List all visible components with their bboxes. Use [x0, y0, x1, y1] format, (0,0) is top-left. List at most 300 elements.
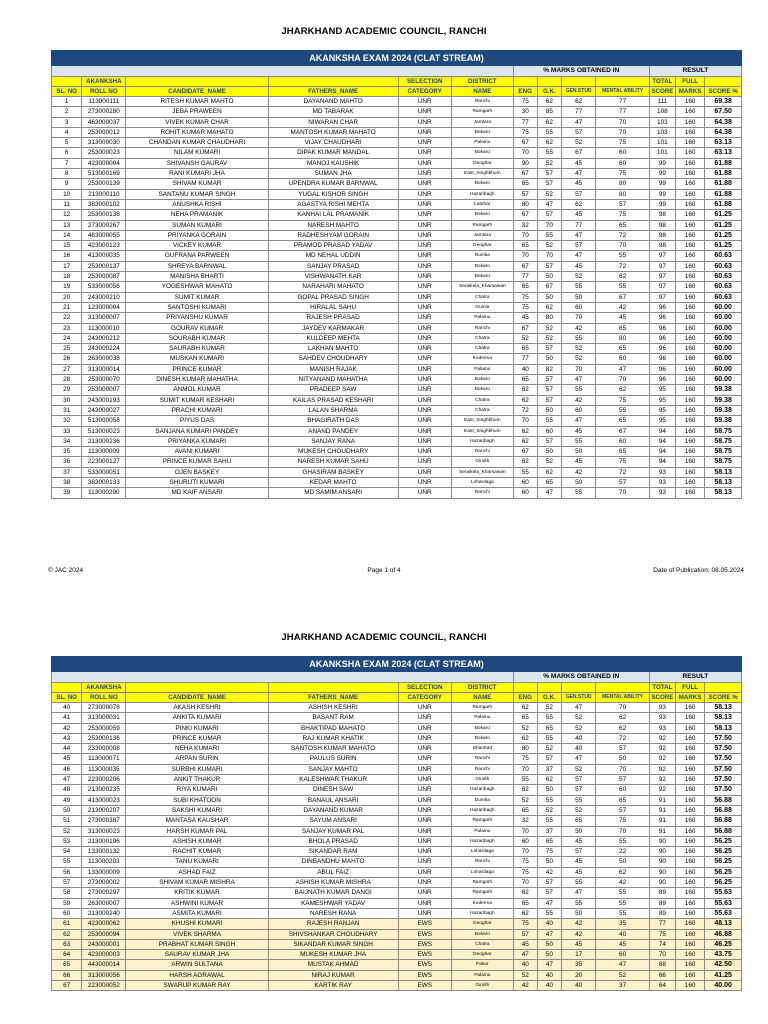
cell-score-pct: 57.50	[705, 733, 742, 743]
cell-gen-stud: 55	[561, 795, 596, 805]
cell-gen-stud: 42	[561, 919, 596, 929]
cell-mental-ability: 55	[596, 888, 649, 898]
cell-total-score: 96	[649, 344, 675, 354]
header-blank	[537, 683, 561, 693]
cell-full-marks: 160	[675, 939, 704, 949]
cell-eng: 90	[513, 158, 537, 168]
cell-father-name: DAYANAND MAHTO	[268, 97, 398, 107]
table-row	[52, 323, 742, 333]
cell-roll-no: 253000007	[82, 385, 126, 395]
cell-district: Palamu	[451, 364, 513, 374]
cell-category: EWS	[398, 929, 451, 939]
table-row	[52, 138, 742, 148]
cell-father-name: MUKESH KUMAR JHA	[268, 950, 398, 960]
cell-eng: 52	[513, 795, 537, 805]
cell-roll-no: 253000094	[82, 929, 126, 939]
cell-father-name: SANJAY PRASAD	[268, 261, 398, 271]
table-row	[52, 816, 742, 826]
cell-category: UNR	[398, 754, 451, 764]
cell-score-pct: 56.25	[705, 878, 742, 888]
cell-roll-no: 423000062	[82, 919, 126, 929]
cell-candidate-name: HARSH AGRAWAL	[126, 970, 268, 980]
header-score-pct: SCORE %	[705, 693, 742, 703]
cell-category: UNR	[398, 836, 451, 846]
cell-father-name: DINBANDHU MAHTO	[268, 857, 398, 867]
cell-sl-no: 62	[52, 929, 82, 939]
cell-full-marks: 160	[675, 179, 704, 189]
cell-sl-no: 61	[52, 919, 82, 929]
cell-gk: 65	[537, 723, 561, 733]
cell-total-score: 93	[649, 703, 675, 713]
cell-roll-no: 513000023	[82, 426, 126, 436]
cell-candidate-name: PRINCE KUMAR	[126, 733, 268, 743]
table-row	[52, 847, 742, 857]
cell-category: UNR	[398, 888, 451, 898]
cell-sl-no: 31	[52, 405, 82, 415]
cell-full-marks: 160	[675, 333, 704, 343]
cell-sl-no: 56	[52, 867, 82, 877]
cell-total-score: 95	[649, 416, 675, 426]
table-row	[52, 960, 742, 970]
cell-sl-no: 27	[52, 364, 82, 374]
cell-candidate-name: MANISHA BHARTI	[126, 272, 268, 282]
cell-score-pct: 60.00	[705, 375, 742, 385]
table-row	[52, 251, 742, 261]
cell-gk: 52	[537, 744, 561, 754]
table-row	[52, 354, 742, 364]
cell-district: Ranchi	[451, 488, 513, 498]
cell-roll-no: 213000207	[82, 805, 126, 815]
cell-father-name: KAMESHWAR YADAV	[268, 898, 398, 908]
cell-roll-no: 423000003	[82, 950, 126, 960]
cell-category: UNR	[398, 826, 451, 836]
cell-gk: 57	[537, 261, 561, 271]
cell-gk: 52	[537, 805, 561, 815]
cell-district: Ranchi	[451, 447, 513, 457]
cell-category: UNR	[398, 775, 451, 785]
cell-district: Palamu	[451, 138, 513, 148]
cell-gk: 62	[537, 302, 561, 312]
cell-mental-ability: 60	[596, 354, 649, 364]
cell-father-name: BHAKTIPAD MAHATO	[268, 723, 398, 733]
cell-eng: 60	[513, 477, 537, 487]
cell-gk: 50	[537, 405, 561, 415]
cell-candidate-name: SUMIT KUMAR	[126, 292, 268, 302]
cell-total-score: 92	[649, 785, 675, 795]
cell-gk: 75	[537, 847, 561, 857]
cell-sl-no: 3	[52, 117, 82, 127]
header-district-line2: NAME	[451, 87, 513, 97]
cell-gk: 62	[537, 138, 561, 148]
cell-gen-stud: 45	[561, 939, 596, 949]
cell-gk: 50	[537, 785, 561, 795]
cell-roll-no: 423000004	[82, 158, 126, 168]
cell-gen-stud: 52	[561, 354, 596, 364]
cell-category: UNR	[398, 744, 451, 754]
cell-mental-ability: 65	[596, 795, 649, 805]
cell-eng: 62	[513, 785, 537, 795]
cell-district: Koderma	[451, 354, 513, 364]
cell-sl-no: 58	[52, 888, 82, 898]
table-row	[52, 426, 742, 436]
cell-candidate-name: ANKIT THAKUR	[126, 775, 268, 785]
cell-total-score: 92	[649, 764, 675, 774]
header-blank	[561, 683, 596, 693]
cell-roll-no: 113000009	[82, 447, 126, 457]
cell-candidate-name: PRIYANSHU KUMAR	[126, 313, 268, 323]
cell-candidate-name: PIYUS DAS	[126, 416, 268, 426]
cell-gen-stud: 77	[561, 220, 596, 230]
cell-candidate-name: JEBA PRAWEEN	[126, 107, 268, 117]
cell-gen-stud: 45	[561, 210, 596, 220]
cell-full-marks: 160	[675, 292, 704, 302]
cell-sl-no: 47	[52, 775, 82, 785]
cell-father-name: SIKANDAR RAM	[268, 847, 398, 857]
cell-candidate-name: ANKITA KUMARI	[126, 713, 268, 723]
cell-eng: 77	[513, 117, 537, 127]
cell-score-pct: 58.13	[705, 703, 742, 713]
cell-father-name: KAILAS PRASAD KESHARI	[268, 395, 398, 405]
cell-gen-stud: 57	[561, 127, 596, 137]
cell-gk: 57	[537, 169, 561, 179]
cell-gen-stud: 65	[561, 816, 596, 826]
header-roll-line1: AKANKSHA	[82, 683, 126, 693]
cell-full-marks: 160	[675, 960, 704, 970]
cell-eng: 62	[513, 733, 537, 743]
cell-mental-ability: 50	[596, 857, 649, 867]
table-row	[52, 107, 742, 117]
cell-gk: 47	[537, 898, 561, 908]
cell-full-marks: 160	[675, 148, 704, 158]
cell-category: UNR	[398, 477, 451, 487]
cell-candidate-name: ROHIT KUMAR MAHATO	[126, 127, 268, 137]
cell-category: UNR	[398, 169, 451, 179]
table-row	[52, 127, 742, 137]
cell-district: Bokaro	[451, 272, 513, 282]
cell-district: Chatra	[451, 344, 513, 354]
cell-eng: 70	[513, 148, 537, 158]
cell-category: UNR	[398, 426, 451, 436]
header-candidate: CANDIDATE_NAME	[126, 693, 268, 703]
cell-category: UNR	[398, 867, 451, 877]
cell-gk: 47	[537, 929, 561, 939]
cell-roll-no: 273000267	[82, 220, 126, 230]
cell-total-score: 97	[649, 261, 675, 271]
cell-candidate-name: ASMITA KUMARI	[126, 908, 268, 918]
cell-candidate-name: NEHA KUMARI	[126, 744, 268, 754]
cell-roll-no: 263000038	[82, 354, 126, 364]
cell-father-name: MANISH RAJAK	[268, 364, 398, 374]
header-eng: ENG	[513, 693, 537, 703]
table-body	[52, 97, 742, 499]
cell-candidate-name: SHIVANSH GAURAV	[126, 158, 268, 168]
cell-mental-ability: 75	[596, 210, 649, 220]
cell-mental-ability: 62	[596, 385, 649, 395]
cell-category: EWS	[398, 970, 451, 980]
cell-eng: 75	[513, 302, 537, 312]
cell-father-name: JAYDEV KARMAKAR	[268, 323, 398, 333]
header-blank	[596, 683, 649, 693]
cell-category: UNR	[398, 457, 451, 467]
cell-total-score: 92	[649, 775, 675, 785]
cell-sl-no: 41	[52, 713, 82, 723]
cell-total-score: 103	[649, 117, 675, 127]
table-row	[52, 375, 742, 385]
cell-father-name: BAIJNATH KUMAR DANGI	[268, 888, 398, 898]
result-group-header: RESULT	[649, 66, 741, 77]
cell-category: UNR	[398, 117, 451, 127]
cell-total-score: 77	[649, 919, 675, 929]
cell-gk: 80	[537, 313, 561, 323]
cell-mental-ability: 65	[596, 220, 649, 230]
cell-roll-no: 253000087	[82, 272, 126, 282]
cell-gen-stud: 47	[561, 230, 596, 240]
header-blank	[537, 77, 561, 87]
cell-score-pct: 57.50	[705, 785, 742, 795]
cell-category: UNR	[398, 908, 451, 918]
cell-candidate-name: MANTASA KAUSHAR	[126, 816, 268, 826]
cell-mental-ability: 70	[596, 375, 649, 385]
cell-total-score: 98	[649, 220, 675, 230]
cell-candidate-name: SUMIT KUMAR KESHARI	[126, 395, 268, 405]
cell-candidate-name: VIVEK SHARMA	[126, 929, 268, 939]
cell-score-pct: 55.63	[705, 888, 742, 898]
cell-eng: 72	[513, 405, 537, 415]
cell-father-name: KEDAR MAHTO	[268, 477, 398, 487]
cell-father-name: MANTOSH KUMAR MAHATO	[268, 127, 398, 137]
cell-eng: 62	[513, 703, 537, 713]
cell-total-score: 97	[649, 282, 675, 292]
cell-total-score: 90	[649, 878, 675, 888]
cell-gen-stud: 60	[561, 302, 596, 312]
cell-gen-stud: 47	[561, 416, 596, 426]
table-row	[52, 795, 742, 805]
cell-roll-no: 233000008	[82, 744, 126, 754]
cell-score-pct: 59.38	[705, 395, 742, 405]
cell-eng: 62	[513, 385, 537, 395]
table-row	[52, 344, 742, 354]
cell-total-score: 93	[649, 488, 675, 498]
footer-page-number: Page 1 of 4	[367, 567, 401, 574]
cell-full-marks: 160	[675, 775, 704, 785]
cell-full-marks: 160	[675, 467, 704, 477]
header-total-line2: SCORE	[649, 87, 675, 97]
cell-full-marks: 160	[675, 426, 704, 436]
cell-total-score: 94	[649, 426, 675, 436]
cell-roll-no: 113000010	[82, 323, 126, 333]
cell-father-name: MD TABARAK	[268, 107, 398, 117]
cell-mental-ability: 72	[596, 467, 649, 477]
cell-candidate-name: YOGESHWAR MAHATO	[126, 282, 268, 292]
table-row	[52, 272, 742, 282]
table-row	[52, 467, 742, 477]
cell-category: UNR	[398, 261, 451, 271]
cell-roll-no: 273000297	[82, 888, 126, 898]
cell-district: Hazaribagh	[451, 805, 513, 815]
cell-mental-ability: 55	[596, 836, 649, 846]
cell-father-name: LALAN SHARMA	[268, 405, 398, 415]
cell-mental-ability: 62	[596, 713, 649, 723]
cell-total-score: 96	[649, 333, 675, 343]
cell-eng: 62	[513, 426, 537, 436]
cell-full-marks: 160	[675, 836, 704, 846]
cell-score-pct: 61.25	[705, 241, 742, 251]
cell-score-pct: 58.13	[705, 488, 742, 498]
cell-roll-no: 313000030	[82, 138, 126, 148]
cell-district: Giridih	[451, 457, 513, 467]
cell-mental-ability: 60	[596, 148, 649, 158]
cell-full-marks: 160	[675, 447, 704, 457]
cell-full-marks: 160	[675, 354, 704, 364]
table-row	[52, 241, 742, 251]
cell-total-score: 64	[649, 981, 675, 991]
cell-score-pct: 40.00	[705, 981, 742, 991]
cell-father-name: RAJESH PRASAD	[268, 313, 398, 323]
cell-total-score: 91	[649, 805, 675, 815]
cell-full-marks: 160	[675, 888, 704, 898]
cell-total-score: 94	[649, 436, 675, 446]
cell-mental-ability: 60	[596, 950, 649, 960]
cell-full-marks: 160	[675, 199, 704, 209]
cell-mental-ability: 62	[596, 723, 649, 733]
cell-sl-no: 43	[52, 733, 82, 743]
table-row	[52, 148, 742, 158]
header-gk: G.K.	[537, 693, 561, 703]
cell-mental-ability: 75	[596, 138, 649, 148]
cell-sl-no: 23	[52, 323, 82, 333]
cell-score-pct: 55.63	[705, 898, 742, 908]
cell-full-marks: 160	[675, 764, 704, 774]
table-row	[52, 775, 742, 785]
blank-band	[52, 66, 514, 77]
cell-full-marks: 160	[675, 908, 704, 918]
header-roll-line2: ROLL NO	[82, 87, 126, 97]
cell-roll-no: 423000123	[82, 241, 126, 251]
cell-father-name: NITYANAND MAHATHA	[268, 375, 398, 385]
exam-banner: AKANKSHA EXAM 2024 (CLAT STREAM)	[52, 51, 742, 66]
cell-gen-stud: 52	[561, 272, 596, 282]
cell-gen-stud: 55	[561, 436, 596, 446]
cell-gk: 42	[537, 867, 561, 877]
cell-candidate-name: RITESH KUMAR MAHTO	[126, 97, 268, 107]
header-district-line1: DISTRICT	[451, 683, 513, 693]
cell-mental-ability: 70	[596, 488, 649, 498]
cell-category: UNR	[398, 805, 451, 815]
header-genstud: GEN.STUD	[561, 693, 596, 703]
cell-candidate-name: PRABHAT KUMAR SINGH	[126, 939, 268, 949]
cell-sl-no: 18	[52, 272, 82, 282]
cell-eng: 75	[513, 867, 537, 877]
cell-district: Jamtara	[451, 230, 513, 240]
cell-mental-ability: 47	[596, 960, 649, 970]
cell-gk: 62	[537, 97, 561, 107]
table-row	[52, 764, 742, 774]
header-blank	[268, 683, 398, 693]
cell-roll-no: 263000007	[82, 898, 126, 908]
cell-district: Seraikela_Kharsawan	[451, 282, 513, 292]
cell-category: UNR	[398, 764, 451, 774]
cell-score-pct: 58.13	[705, 713, 742, 723]
cell-sl-no: 7	[52, 158, 82, 168]
table-row	[52, 302, 742, 312]
cell-roll-no: 253000137	[82, 261, 126, 271]
cell-sl-no: 1	[52, 97, 82, 107]
cell-full-marks: 160	[675, 713, 704, 723]
cell-gk: 55	[537, 795, 561, 805]
cell-category: UNR	[398, 733, 451, 743]
cell-category: UNR	[398, 272, 451, 282]
cell-eng: 70	[513, 764, 537, 774]
cell-category: UNR	[398, 241, 451, 251]
table-row	[52, 898, 742, 908]
cell-gk: 47	[537, 960, 561, 970]
cell-candidate-name: NILAM KUMARI	[126, 148, 268, 158]
cell-sl-no: 59	[52, 898, 82, 908]
cell-mental-ability: 57	[596, 805, 649, 815]
cell-total-score: 92	[649, 744, 675, 754]
cell-gk: 57	[537, 375, 561, 385]
cell-score-pct: 55.63	[705, 908, 742, 918]
cell-roll-no: 243000001	[82, 939, 126, 949]
cell-district: Koderma	[451, 898, 513, 908]
cell-gen-stud: 57	[561, 775, 596, 785]
cell-full-marks: 160	[675, 230, 704, 240]
cell-sl-no: 10	[52, 189, 82, 199]
table-row	[52, 857, 742, 867]
table-row	[52, 179, 742, 189]
cell-sl-no: 37	[52, 467, 82, 477]
cell-score-pct: 58.75	[705, 447, 742, 457]
cell-district: Seraikela_Kharsawan	[451, 467, 513, 477]
cell-father-name: UPENDRA KUMAR BARNWAL	[268, 179, 398, 189]
cell-gen-stud: 47	[561, 117, 596, 127]
cell-gen-stud: 52	[561, 138, 596, 148]
cell-district: Hazaribagh	[451, 908, 513, 918]
table-row	[52, 436, 742, 446]
cell-district: Chatra	[451, 405, 513, 415]
cell-category: UNR	[398, 313, 451, 323]
cell-gen-stud: 45	[561, 857, 596, 867]
cell-sl-no: 52	[52, 826, 82, 836]
cell-mental-ability: 62	[596, 867, 649, 877]
cell-mental-ability: 72	[596, 261, 649, 271]
cell-candidate-name: DINESH KUMAR MAHATHA	[126, 375, 268, 385]
header-full-line1: FULL	[675, 683, 704, 693]
table-row	[52, 713, 742, 723]
cell-category: EWS	[398, 919, 451, 929]
cell-gk: 55	[537, 816, 561, 826]
cell-mental-ability: 57	[596, 199, 649, 209]
cell-mental-ability: 65	[596, 416, 649, 426]
cell-gk: 50	[537, 292, 561, 302]
cell-mental-ability: 75	[596, 457, 649, 467]
cell-category: UNR	[398, 158, 451, 168]
cell-full-marks: 160	[675, 364, 704, 374]
cell-roll-no: 243000027	[82, 405, 126, 415]
cell-full-marks: 160	[675, 344, 704, 354]
header-father: FATHERS_NAME	[268, 693, 398, 703]
cell-candidate-name: KHUSHI KUMARI	[126, 919, 268, 929]
table-row	[52, 723, 742, 733]
cell-gk: 52	[537, 703, 561, 713]
cell-sl-no: 44	[52, 744, 82, 754]
cell-gen-stud: 55	[561, 878, 596, 888]
cell-full-marks: 160	[675, 970, 704, 980]
cell-gk: 57	[537, 344, 561, 354]
header-sl-no: SL. NO	[52, 87, 82, 97]
cell-gen-stud: 45	[561, 426, 596, 436]
header-total-line1: TOTAL	[649, 683, 675, 693]
